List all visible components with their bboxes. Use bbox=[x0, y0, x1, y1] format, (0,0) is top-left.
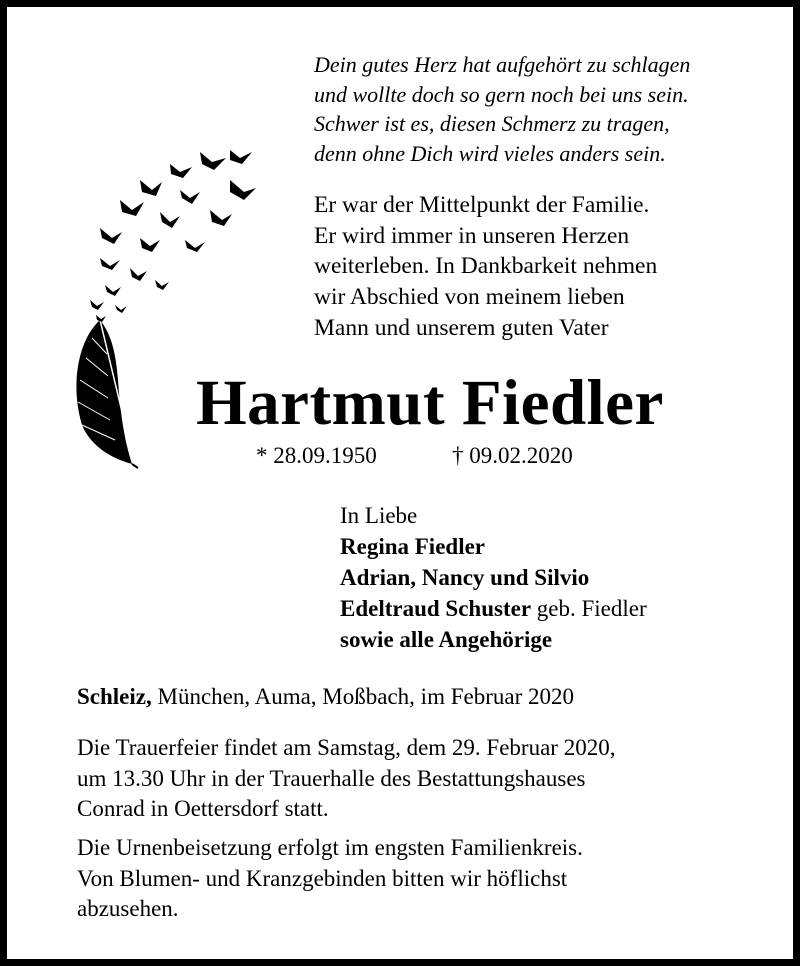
intro-line: Er wird immer in unseren Herzen bbox=[314, 222, 630, 249]
death-date: † 09.02.2020 bbox=[452, 443, 573, 468]
location-line bbox=[77, 682, 767, 713]
urn-line: abzusehen. bbox=[77, 896, 179, 921]
family-member-edeltraud bbox=[340, 593, 647, 624]
edeltraud-suffix: geb. Fiedler bbox=[531, 596, 647, 621]
intro-line: Er war der Mittelpunkt der Familie. bbox=[314, 192, 650, 218]
birds-group bbox=[90, 150, 256, 322]
family-member: Regina Fiedler bbox=[340, 534, 485, 559]
intro-text bbox=[314, 190, 774, 344]
main-city: Schleiz, bbox=[77, 684, 152, 709]
poem-line: denn ohne Dich wird vieles anders sein. bbox=[314, 140, 666, 166]
urn-line: Von Blumen- und Kranzgebinden bitten wir höflichst bbox=[77, 865, 568, 891]
family-others: sowie alle Angehörige bbox=[340, 627, 553, 652]
other-cities: München, Auma, Moßbach, im Februar 2020 bbox=[151, 684, 574, 709]
family-signatures bbox=[340, 500, 647, 655]
funeral-line: um 13.30 Uhr in der Trauerhalle des Bestattungshauses bbox=[77, 765, 586, 791]
family-member: Adrian, Nancy und Silvio bbox=[340, 565, 590, 590]
family-intro: In Liebe bbox=[340, 503, 418, 528]
urn-info bbox=[77, 833, 767, 925]
poem-line: und wollte doch so gern noch bei uns sein. bbox=[314, 81, 689, 107]
edeltraud-name: Edeltraud Schuster bbox=[340, 596, 532, 621]
funeral-line: Conrad in Oettersdorf statt. bbox=[77, 796, 329, 821]
urn-line: Die Urnenbeisetzung erfolgt im engsten Familienkreis. bbox=[77, 835, 583, 860]
intro-line: wir Abschied von meinem lieben bbox=[314, 284, 625, 311]
poem-line: Dein gutes Herz hat aufgehört zu schlagen bbox=[314, 52, 691, 77]
poem-line: Schwer ist es, diesen Schmerz zu tragen, bbox=[314, 111, 670, 136]
funeral-info bbox=[77, 733, 767, 825]
poem bbox=[314, 50, 774, 168]
birth-date: * 28.09.1950 bbox=[256, 443, 377, 468]
intro-line: weiterleben. In Dankbarkeit nehmen bbox=[314, 253, 658, 280]
deceased-name: Hartmut Fiedler bbox=[196, 367, 664, 439]
funeral-line: Die Trauerfeier findet am Samstag, dem 29. Februar 2020, bbox=[77, 735, 616, 760]
intro-line: Mann und unserem guten Vater bbox=[314, 314, 609, 341]
